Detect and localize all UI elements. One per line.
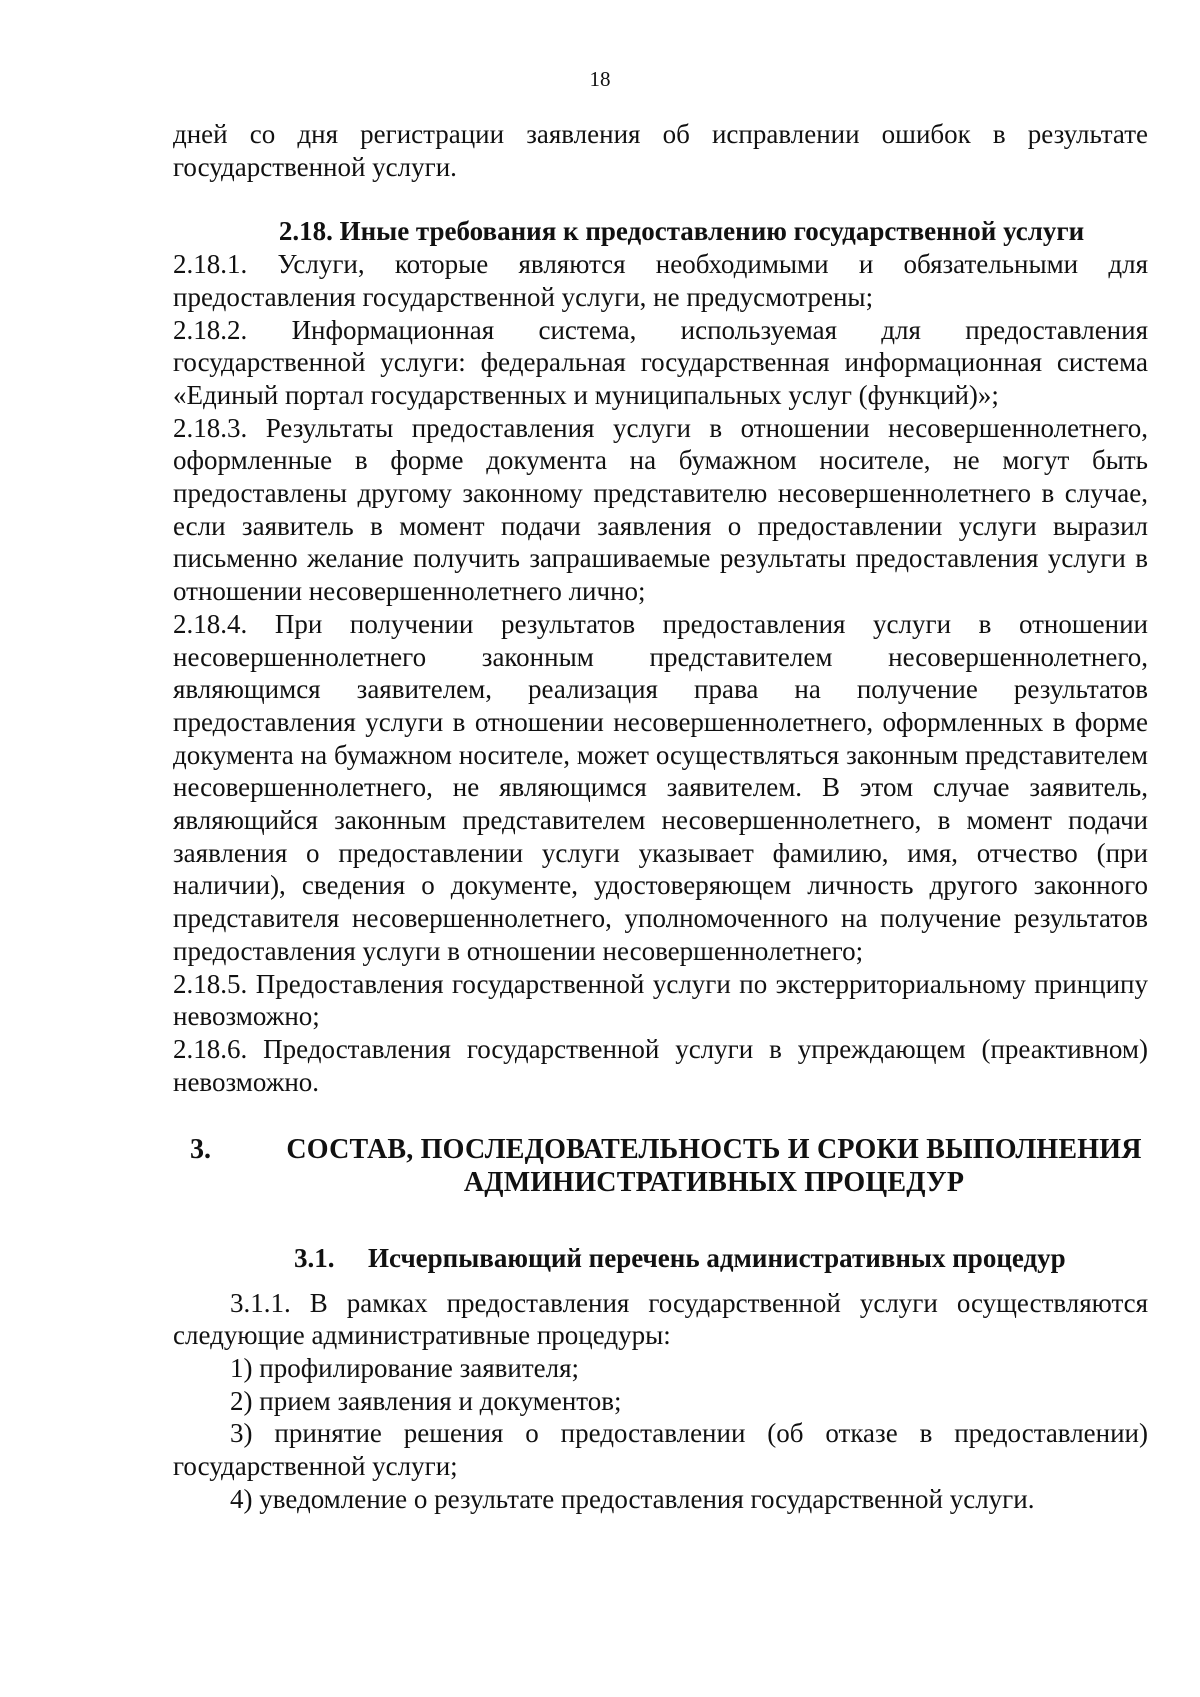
paragraph-3-1-1: 3.1.1. В рамках предоставления государственной услуги осуществляются следующие административные процедуры:: [173, 1287, 1148, 1351]
paragraph-2-18-3: 2.18.3. Результаты предоставления услуги в отношении несовершеннолетнего, оформленные в форме документа на бумажном носителе, не могут быть предоставлены другому законному представителю несовершеннолетнего в случае, если заявитель в момент подачи заявления о предоставлении услуги выразил письменно желание получить запрашиваемые результаты предоставления услуги в отношении несовершеннолетнего лично;: [173, 412, 1148, 607]
list-item: 1) профилирование заявителя;: [230, 1352, 580, 1383]
page-number: 18: [589, 67, 611, 91]
paragraph-2-18-6: 2.18.6. Предоставления государственной услуги в упреждающем (преактивном) невозможно.: [173, 1033, 1148, 1097]
list-item: 3) принятие решения о предоставлении (об отказе в предоставлении) государственной услуги;: [173, 1418, 1148, 1482]
paragraph-2-18-2: 2.18.2. Информационная система, используемая для предоставления государственной услуги: федеральная государственная информационная система «Единый портал государственных и муниципальных услуг (функций)»;: [173, 314, 1148, 410]
list-item: 2) прием заявления и документов;: [230, 1385, 622, 1416]
section-3-title: СОСТАВ, ПОСЛЕДОВАТЕЛЬНОСТЬ И СРОКИ ВЫПОЛНЕНИЯ АДМИНИСТРАТИВНЫХ ПРОЦЕДУР: [286, 1134, 1142, 1199]
paragraph-continuation: дней со дня регистрации заявления об исправлении ошибок в результате государственной услуги.: [173, 119, 1148, 182]
section-3-1-title: Исчерпывающий перечень административных процедур: [368, 1242, 1066, 1273]
paragraph-2-18-5: 2.18.5. Предоставления государственной услуги по экстерриториальному принципу невозможно;: [173, 968, 1148, 1032]
document-body: [173, 118, 1148, 1515]
section-heading-3-1: [173, 1242, 1148, 1275]
section-3-1-number: 3.1.: [294, 1242, 335, 1273]
section-heading-3: [173, 1134, 1148, 1199]
section-3-number: 3.: [190, 1134, 211, 1166]
paragraph-2-18-4: 2.18.4. При получении результатов предоставления услуги в отношении несовершеннолетнего законным представителем несовершеннолетнего, являющимся заявителем, реализация права на получение результатов предоставления услуги в отношении несовершеннолетнего, оформленных в форме документа на бумажном носителе, может осуществляться законным представителем несовершеннолетнего, не являющимся заявителем. В этом случае заявитель, являющийся законным представителем несовершеннолетнего, в момент подачи заявления о предоставлении услуги указывает фамилию, имя, отчество (при наличии), сведения о документе, удостоверяющем личность другого законного представителя несовершеннолетнего, уполномоченного на получение результатов предоставления услуги в отношении несовершеннолетнего;: [173, 608, 1148, 966]
section-heading-2-18: 2.18. Иные требования к предоставлению государственной услуги: [278, 216, 1085, 247]
list-item: 4) уведомление о результате предоставления государственной услуги.: [230, 1483, 1035, 1514]
paragraph-2-18-1: 2.18.1. Услуги, которые являются необходимыми и обязательными для предоставления государственной услуги, не предусмотрены;: [173, 249, 1148, 312]
